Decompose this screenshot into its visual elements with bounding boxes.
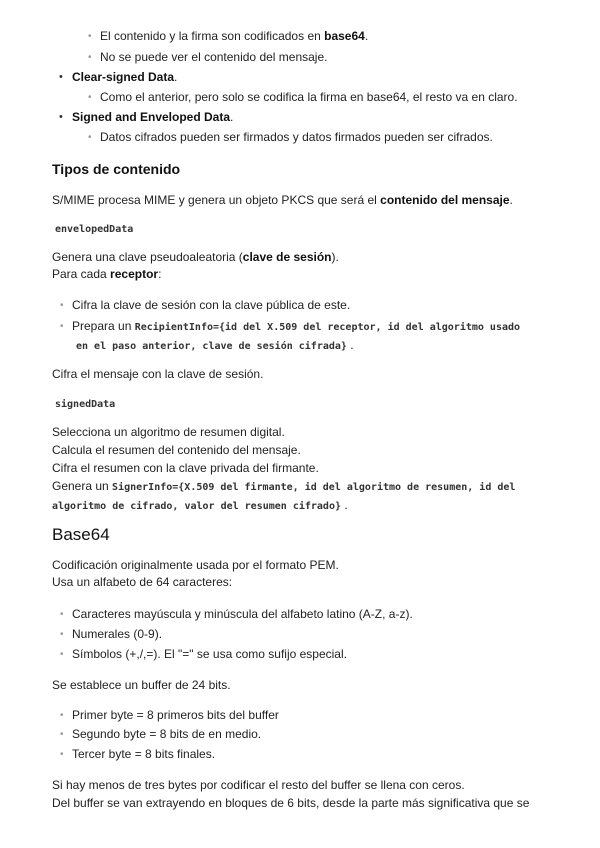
paragraph: Se establece un buffer de 24 bits. (52, 678, 231, 692)
text: S/MIME procesa MIME y genera un objeto PKCS que será el (52, 193, 381, 207)
text: : (158, 267, 162, 281)
list-item (72, 70, 177, 85)
bold-text: base64 (324, 29, 365, 43)
list-item: • Segundo byte = 8 bits de en medio. (72, 727, 261, 742)
text: Cifra la clave de sesión con la clave pública de este. (72, 298, 351, 312)
section-heading: Base64 (52, 525, 110, 544)
bold-text: clave de sesión (242, 250, 332, 264)
paragraph: Cifra el resumen con la clave privada del firmante. (52, 461, 319, 475)
text: No se puede ver el contenido del mensaje. (100, 50, 328, 64)
paragraph: Codificación originalmente usada por el formato PEM. (52, 558, 339, 572)
text: . (350, 338, 354, 352)
text: . (174, 70, 178, 84)
list-item-continuation (76, 338, 354, 354)
list-item: • Tercer byte = 8 bits finales. (72, 747, 215, 762)
bold-text: receptor (110, 267, 159, 281)
inline-code: SignerInfo={X.509 del firmante, id del algoritmo de resumen, id del (112, 482, 516, 493)
text: Como el anterior, pero solo se codifica la firma en base64, el resto va en claro. (100, 90, 518, 104)
list-item (72, 110, 233, 125)
paragraph (52, 267, 161, 282)
text: Genera un (52, 479, 113, 493)
paragraph (52, 479, 515, 495)
list-item: • Caracteres mayúscula y minúscula del alfabeto latino (A-Z, a-z). (72, 607, 413, 622)
bold-text: Clear-signed Data (72, 70, 175, 84)
paragraph: Cifra el mensaje con la clave de sesión. (52, 367, 264, 381)
code-label: signedData (55, 399, 116, 410)
paragraph (52, 193, 513, 208)
paragraph: Selecciona un algoritmo de resumen digital. (52, 425, 285, 439)
text: Genera una clave pseudoaleatoria ( (52, 250, 243, 264)
list-item (72, 319, 520, 335)
list-item: • Numerales (0-9). (72, 627, 162, 642)
paragraph (52, 250, 339, 265)
bold-text: contenido del mensaje (380, 193, 510, 207)
section-heading: Tipos de contenido (52, 161, 181, 177)
text: Datos cifrados pueden ser firmados y datos firmados pueden ser cifrados. (100, 130, 493, 144)
text: ). (331, 250, 339, 264)
inline-code: algoritmo de cifrado, valor del resumen cifrado} (52, 501, 341, 512)
list-item: • Primer byte = 8 primeros bits del buffer (72, 708, 279, 723)
inline-code: en el paso anterior, clave de sesión cifrada} (76, 341, 347, 352)
inline-code: RecipientInfo={id del X.509 del receptor, id del algoritmo usado (134, 322, 521, 333)
list-item (100, 29, 368, 44)
text: . (230, 110, 234, 124)
text: . (364, 29, 369, 43)
text: Para cada (52, 267, 111, 281)
paragraph: Si hay menos de tres bytes por codificar el resto del buffer se llena con ceros. (52, 778, 465, 792)
paragraph: Calcula el resumen del contenido del mensaje. (52, 443, 301, 457)
bold-text: Signed and Enveloped Data (72, 110, 231, 124)
paragraph-continuation (52, 498, 348, 514)
code-label: envelopedData (55, 224, 134, 235)
text: . (344, 498, 348, 512)
paragraph: Del buffer se van extrayendo en bloques de 6 bits, desde la parte más significativa que se (52, 796, 530, 810)
list-item (100, 50, 327, 65)
text: . (509, 193, 513, 207)
text: Prepara un (72, 319, 135, 333)
paragraph: Usa un alfabeto de 64 caracteres: (52, 575, 233, 589)
text: El contenido y la firma son codificados en (100, 29, 325, 43)
list-item: • Símbolos (+,/,=). El "=" se usa como sufijo especial. (72, 647, 347, 662)
list-item (100, 130, 493, 145)
list-item (100, 90, 518, 105)
list-item (72, 298, 350, 313)
